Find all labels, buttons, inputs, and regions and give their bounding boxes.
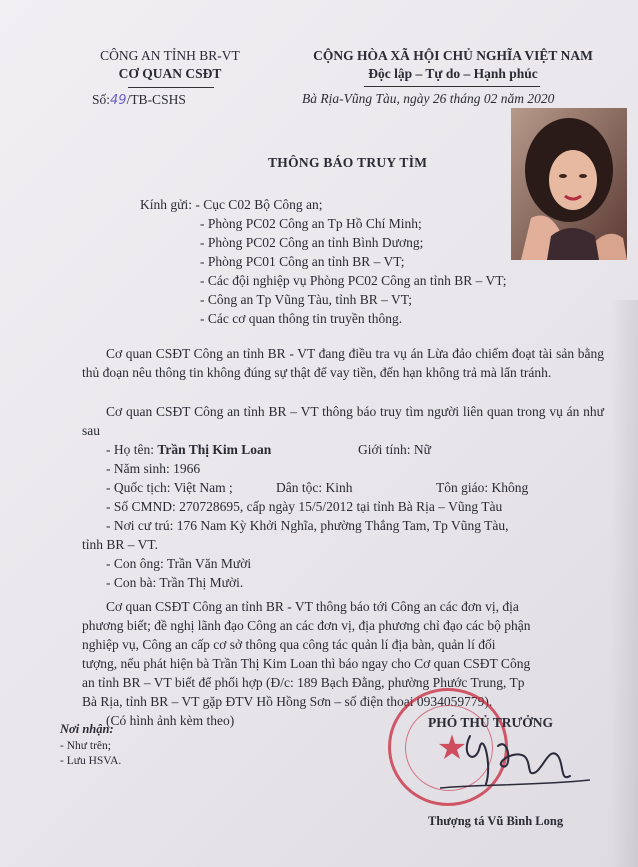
name-label: - Họ tên: — [106, 442, 154, 457]
person-name: Trần Thị Kim Loan — [157, 442, 272, 457]
recipients-footer-item: - Như trên; — [60, 740, 111, 752]
document-number — [92, 92, 186, 108]
gender: Giới tính: Nữ — [358, 442, 431, 457]
paragraph-request-line: Bà Rịa, tỉnh BR – VT gặp ĐTV Hồ Hồng Sơn – số điện thoại 0934059779). — [82, 694, 493, 709]
number-prefix: Số: — [92, 92, 111, 107]
birth-year: - Năm sinh: 1966 — [106, 461, 201, 476]
recipient-item: - Các đội nghiệp vụ Phòng PC02 Công an tỉnh BR – VT; — [200, 273, 507, 288]
recipients-footer-title: Nơi nhận: — [60, 722, 114, 736]
nationality: - Quốc tịch: Việt Nam ; — [106, 480, 233, 495]
office-name: CƠ QUAN CSĐT — [118, 66, 222, 81]
recipient-item: - Công an Tp Vũng Tàu, tỉnh BR – VT; — [200, 292, 413, 307]
name-line — [106, 440, 271, 459]
id-card: - Số CMND: 270728695, cấp ngày 15/5/2012 tại tỉnh Bà Rịa – Vũng Tàu — [106, 499, 503, 514]
office-underline — [128, 87, 214, 88]
paragraph-request-line: tượng, nếu phát hiện bà Trần Thị Kim Loan thì báo ngay cho Cơ quan CSĐT Công — [82, 656, 531, 671]
mother-name: - Con bà: Trần Thị Mười. — [106, 575, 244, 590]
paragraph-request-line: Cơ quan CSĐT Công an tỉnh BR - VT thông báo tới Công an các đơn vị, địa — [106, 599, 519, 614]
handwritten-signature — [440, 726, 590, 796]
portrait-image — [511, 108, 627, 260]
document-title: THÔNG BÁO TRUY TÌM — [268, 155, 428, 170]
paragraph-request-line: nghiệp vụ, Công an cấp cơ sở thông qua công tác quản lí địa bàn, quản lí đối — [82, 637, 496, 652]
motto-underline — [364, 86, 540, 87]
wanted-person-photo — [511, 108, 627, 260]
place-date: Bà Rịa-Vũng Tàu, ngày 26 tháng 02 năm 2020 — [302, 91, 555, 106]
country-name: CỘNG HÒA XÃ HỘI CHỦ NGHĨA VIỆT NAM — [313, 48, 593, 63]
national-motto: Độc lập – Tự do – Hạnh phúc — [368, 66, 538, 81]
paper-fold-shadow — [610, 300, 638, 867]
star-icon: ★ — [436, 730, 468, 767]
paragraph-request-line: phương biết; đề nghị lãnh đạo Công an các đơn vị, địa phương chỉ đạo các bộ phận — [82, 618, 531, 633]
religion: Tôn giáo: Không — [436, 480, 529, 495]
paragraph-request-line: an tỉnh BR – VT biết để phối hợp (Đ/c: 189 Bạch Đằng, phường Phước Trung, Tp — [82, 675, 525, 690]
recipient-item: - Các cơ quan thông tin truyền thông. — [200, 311, 403, 326]
signer-name: Thượng tá Vũ Bình Long — [428, 814, 564, 828]
paragraph-notice: Cơ quan CSĐT Công an tỉnh BR – VT thông báo truy tìm người liên quan trong vụ án như sau — [82, 404, 604, 438]
recipient-item: - Phòng PC01 Công an tỉnh BR – VT; — [200, 254, 405, 269]
signer-title: PHÓ THỦ TRƯỞNG — [428, 715, 554, 730]
attachment-note: (Có hình ảnh kèm theo) — [106, 713, 235, 728]
paragraph-case: Cơ quan CSĐT Công an tỉnh BR - VT đang điều tra vụ án Lừa đảo chiếm đoạt tài sản bằng thủ đoạn nêu thông tin không đúng sự thật để vay tiền, đến hạn không trả mà lẩn tránh. — [82, 346, 604, 380]
residence-line-2: tỉnh BR – VT. — [82, 537, 159, 552]
residence-line-1: - Nơi cư trú: 176 Nam Kỳ Khởi Nghĩa, phường Thắng Tam, Tp Vũng Tàu, — [106, 518, 509, 533]
ethnicity: Dân tộc: Kinh — [276, 480, 353, 495]
father-name: - Con ông: Trần Văn Mười — [106, 556, 252, 571]
recipients-footer-item: - Lưu HSVA. — [60, 755, 122, 767]
handwritten-number: 49 — [110, 93, 127, 108]
recipient-item: - Phòng PC02 Công an Tp Hồ Chí Minh; — [200, 216, 422, 231]
recipient-item: - Phòng PC02 Công an tỉnh Bình Dương; — [200, 235, 424, 250]
number-suffix: /TB-CSHS — [126, 92, 186, 107]
recipients-lead: Kính gửi: - Cục C02 Bộ Công an; — [140, 197, 323, 212]
agency-name: CÔNG AN TỈNH BR-VT — [100, 48, 240, 63]
